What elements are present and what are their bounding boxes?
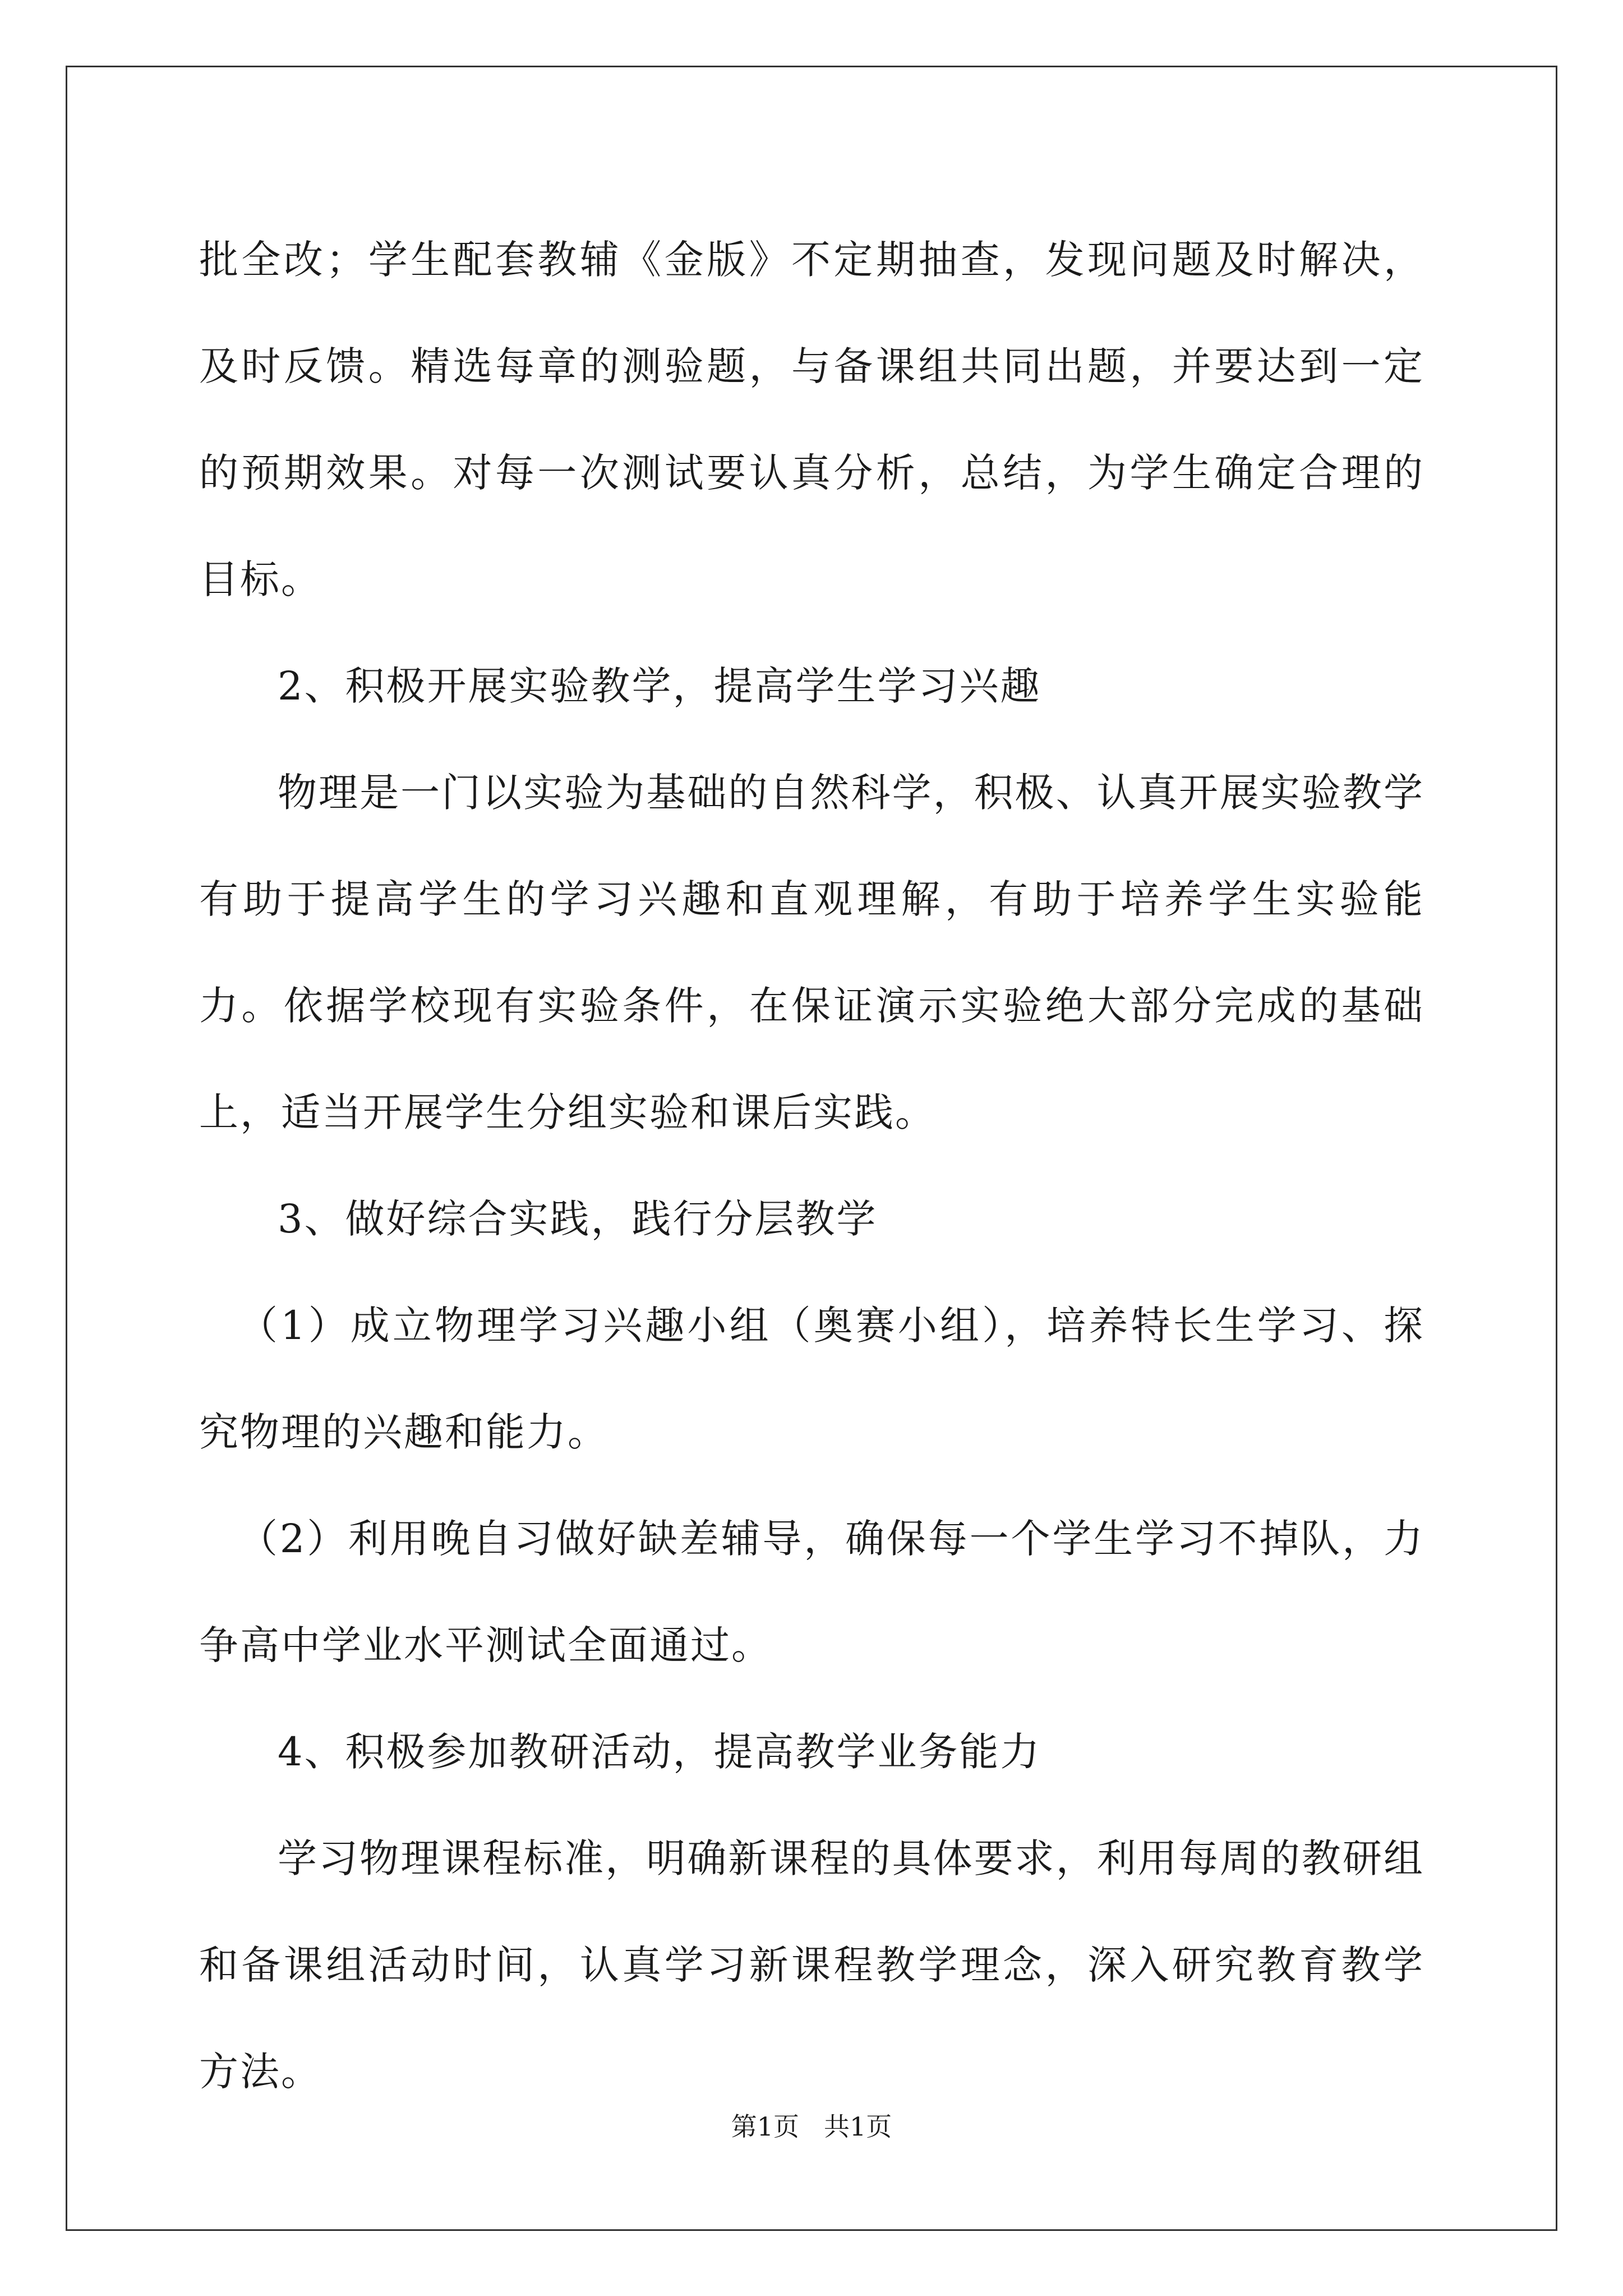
document-body (199, 206, 1424, 2125)
section-heading-2: 2、积极开展实验教学，提高学生学习兴趣 (278, 663, 1041, 709)
paragraph-experiment-teaching: 物理是一门以实验为基础的自然科学，积极、认真开展实验教学有助于提高学生的学习兴趣和直观理解，有助于培养学生实验能力。依据学校现有实验条件，在保证演示实验绝大部分完成的基础上，适当开展学生分组实验和课后实践。 (199, 770, 1424, 1135)
list-item-2: （2）利用晚自习做好缺差辅导，确保每一个学生学习不掉队，力争高中学业水平测试全面通过。 (199, 1516, 1424, 1668)
page-number: 第1页 (731, 2111, 800, 2142)
page-total: 共1页 (823, 2111, 892, 2142)
paragraph-continuation: 批全改；学生配套教辅《金版》不定期抽查，发现问题及时解决，及时反馈。精选每章的测验题，与备课组共同出题，并要达到一定的预期效果。对每一次测试要认真分析，总结，为学生确定合理的目标。 (199, 237, 1424, 602)
section-heading-3: 3、做好综合实践，践行分层教学 (278, 1196, 878, 1242)
section-heading-4: 4、积极参加教研活动，提高教学业务能力 (278, 1729, 1041, 1775)
paragraph-research-activities: 学习物理课程标准，明确新课程的具体要求，利用每周的教研组和备课组活动时间，认真学习新课程教学理念，深入研究教育教学方法。 (199, 1835, 1424, 2095)
list-item-1: （1）成立物理学习兴趣小组（奥赛小组），培养特长生学习、探究物理的兴趣和能力。 (199, 1303, 1424, 1455)
page-footer (0, 2106, 1623, 2143)
